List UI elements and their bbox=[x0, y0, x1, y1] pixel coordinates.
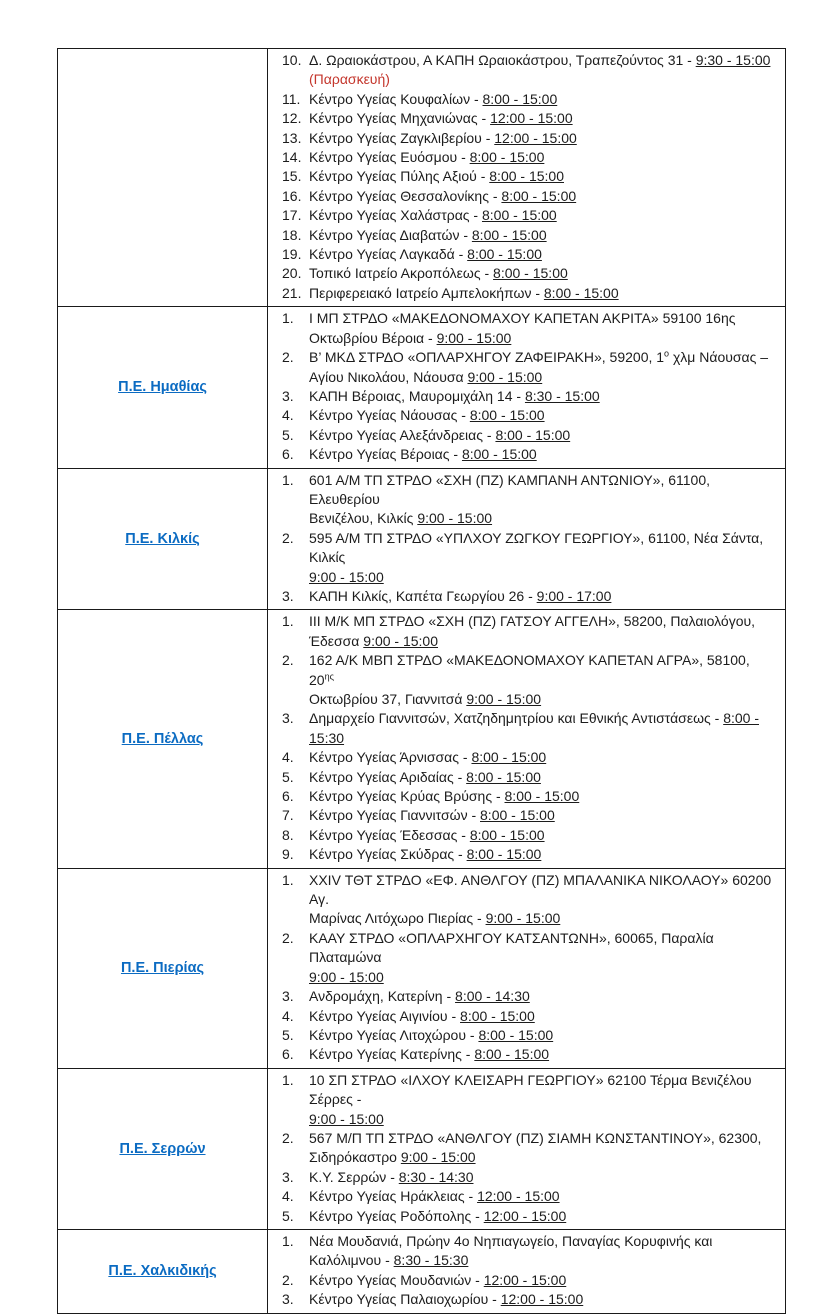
list-item bbox=[268, 929, 777, 987]
region-cell bbox=[58, 610, 268, 867]
list-item bbox=[268, 612, 777, 651]
region-cell bbox=[58, 1230, 268, 1313]
list-item-number: 6. bbox=[282, 446, 294, 463]
list-item-number: 13. bbox=[282, 129, 302, 146]
list-item-text: Κέντρο Υγείας Αριδαίας - 8:00 - 15:00 bbox=[309, 768, 541, 785]
list-item-number: 3. bbox=[282, 710, 294, 727]
table-row bbox=[58, 868, 785, 1068]
list-item bbox=[268, 1290, 777, 1309]
list-item-text: 567 Μ/Π ΤΠ ΣΤΡΔΟ «ΑΝΘΛΓΟΥ (ΠΖ) ΣΙΑΜΗ ΚΩΝΣΤΑΝΤΙΝΟΥ», 62300, Σιδηρόκαστρο 9:00 - 15:00 bbox=[309, 1129, 762, 1166]
list-item bbox=[268, 1129, 777, 1168]
list-item-text: Κέντρο Υγείας Ηράκλειας - 12:00 - 15:00 bbox=[309, 1188, 560, 1205]
list-item-text: Κέντρο Υγείας Χαλάστρας - 8:00 - 15:00 bbox=[309, 207, 557, 224]
list-item bbox=[268, 348, 777, 387]
list-item bbox=[268, 529, 777, 587]
list-item bbox=[268, 245, 777, 264]
list-item bbox=[268, 1026, 777, 1045]
list-item-number: 3. bbox=[282, 988, 294, 1005]
region-label[interactable]: Π.Ε. Πιερίας bbox=[120, 960, 205, 977]
region-label[interactable]: Π.Ε. Πέλλας bbox=[121, 731, 204, 748]
list-item bbox=[268, 587, 777, 606]
list-item-number: 4. bbox=[282, 1007, 294, 1024]
list-item bbox=[268, 826, 777, 845]
list-item-number: 15. bbox=[282, 168, 302, 185]
region-cell bbox=[58, 869, 268, 1068]
locations-list bbox=[268, 469, 785, 610]
list-item-text: XXIV ΤΘΤ ΣΤΡΔΟ «ΕΦ. ΑΝΘΛΓΟΥ (ΠΖ) ΜΠΑΛΑΝΙΚΑ ΝΙΚΟΛΑΟΥ» 60200 Αγ. Μαρίνας Λιτόχωρο Πιερίας - 9:00 - 15:00 bbox=[309, 871, 772, 927]
list-item-number: 11. bbox=[282, 90, 301, 107]
list-item bbox=[268, 167, 777, 186]
locations-list bbox=[268, 49, 785, 306]
list-item bbox=[268, 871, 777, 929]
list-item bbox=[268, 309, 777, 348]
list-item bbox=[268, 1045, 777, 1064]
list-item bbox=[268, 148, 777, 167]
list-item-text: Κέντρο Υγείας Ευόσμου - 8:00 - 15:00 bbox=[309, 149, 545, 166]
list-item-text: Κέντρο Υγείας Μουδανιών - 12:00 - 15:00 bbox=[309, 1271, 567, 1288]
list-item-number: 1. bbox=[282, 1232, 294, 1249]
list-item-number: 1. bbox=[282, 613, 294, 630]
list-item-text: ΚΑΠΗ Βέροιας, Μαυρομιχάλη 14 - 8:30 - 15:00 bbox=[309, 387, 600, 404]
region-cell bbox=[58, 49, 268, 306]
list-item-number: 3. bbox=[282, 1291, 294, 1308]
list-item bbox=[268, 387, 777, 406]
region-cell bbox=[58, 307, 268, 467]
list-item-number: 6. bbox=[282, 1046, 294, 1063]
region-label[interactable]: Π.Ε. Κιλκίς bbox=[125, 530, 200, 547]
list-item bbox=[268, 1271, 777, 1290]
list-item-text: ΚΑΑΥ ΣΤΡΔΟ «ΟΠΛΑΡΧΗΓΟΥ ΚΑΤΣΑΝΤΩΝΗ», 60065, Παραλία Πλαταμώνα 9:00 - 15:00 bbox=[309, 929, 714, 985]
list-item-text: Κέντρο Υγείας Μηχανιώνας - 12:00 - 15:00 bbox=[309, 110, 573, 127]
list-item-text: Ανδρομάχη, Κατερίνη - 8:00 - 14:30 bbox=[309, 988, 530, 1005]
list-item-number: 2. bbox=[282, 529, 294, 546]
list-item-text: ΚΑΠΗ Κιλκίς, Καπέτα Γεωργίου 26 - 9:00 - 17:00 bbox=[309, 587, 612, 604]
list-item-text: Δημαρχείο Γιαννιτσών, Χατζηδημητρίου και Εθνικής Αντιστάσεως - 8:00 - 15:30 bbox=[309, 710, 759, 746]
list-item bbox=[268, 1187, 777, 1206]
list-item-number: 12. bbox=[282, 110, 302, 127]
schedule-table bbox=[57, 48, 786, 1314]
list-item-text: Κέντρο Υγείας Θεσσαλονίκης - 8:00 - 15:00 bbox=[309, 187, 577, 204]
list-item bbox=[268, 90, 777, 109]
list-item bbox=[268, 987, 777, 1006]
list-item bbox=[268, 709, 777, 748]
list-item bbox=[268, 845, 777, 864]
list-item-number: 8. bbox=[282, 826, 294, 843]
list-item-number: 7. bbox=[282, 807, 294, 824]
list-item bbox=[268, 109, 777, 128]
list-item-text: Κέντρο Υγείας Βέροιας - 8:00 - 15:00 bbox=[309, 446, 537, 463]
table-row bbox=[58, 1068, 785, 1229]
list-item-text: Κέντρο Υγείας Παλαιοχωρίου - 12:00 - 15:00 bbox=[309, 1291, 584, 1308]
list-item bbox=[268, 284, 777, 303]
list-item bbox=[268, 264, 777, 283]
list-item bbox=[268, 406, 777, 425]
list-item bbox=[268, 651, 777, 709]
region-label[interactable]: Π.Ε. Σερρών bbox=[119, 1140, 206, 1157]
list-item-text: Κέντρο Υγείας Κουφαλίων - 8:00 - 15:00 bbox=[309, 90, 558, 107]
list-item bbox=[268, 1007, 777, 1026]
list-item bbox=[268, 206, 777, 225]
table-row bbox=[58, 306, 785, 467]
list-item-number: 16. bbox=[282, 187, 302, 204]
list-item-text: Κέντρο Υγείας Ροδόπολης - 12:00 - 15:00 bbox=[309, 1207, 567, 1224]
table-row bbox=[58, 609, 785, 867]
list-item-text: Τοπικό Ιατρείο Ακροπόλεως - 8:00 - 15:00 bbox=[309, 265, 568, 282]
list-item-number: 5. bbox=[282, 768, 294, 785]
list-item-text: Κέντρο Υγείας Κατερίνης - 8:00 - 15:00 bbox=[309, 1046, 550, 1063]
list-item-number: 19. bbox=[282, 246, 302, 263]
list-item bbox=[268, 426, 777, 445]
list-item-number: 4. bbox=[282, 407, 294, 424]
list-item-number: 3. bbox=[282, 587, 294, 604]
list-item-number: 4. bbox=[282, 1188, 294, 1205]
list-item-text: Κέντρο Υγείας Αιγινίου - 8:00 - 15:00 bbox=[309, 1007, 535, 1024]
list-item-text: Κέντρο Υγείας Ζαγκλιβερίου - 12:00 - 15:00 bbox=[309, 129, 577, 146]
list-item-number: 3. bbox=[282, 1168, 294, 1185]
locations-list bbox=[268, 1230, 785, 1313]
list-item bbox=[268, 226, 777, 245]
list-item-text: Κέντρο Υγείας Άρνισσας - 8:00 - 15:00 bbox=[309, 749, 547, 766]
list-item-text: Κ.Υ. Σερρών - 8:30 - 14:30 bbox=[309, 1168, 474, 1185]
table-row bbox=[58, 1229, 785, 1313]
list-item-text: ΙΙΙ Μ/Κ ΜΠ ΣΤΡΔΟ «ΣΧΗ (ΠΖ) ΓΑΤΣΟΥ ΑΓΓΕΛΗ», 58200, Παλαιολόγου, Έδεσσα 9:00 - 15:00 bbox=[309, 613, 756, 649]
list-item-text: Κέντρο Υγείας Λιτοχώρου - 8:00 - 15:00 bbox=[309, 1026, 554, 1043]
list-item-number: 2. bbox=[282, 652, 294, 669]
list-item-number: 1. bbox=[282, 1071, 294, 1088]
list-item-number: 5. bbox=[282, 426, 294, 443]
list-item-number: 20. bbox=[282, 265, 302, 282]
list-item-text: Κέντρο Υγείας Κρύας Βρύσης - 8:00 - 15:00 bbox=[309, 788, 580, 805]
list-item-text: Δ. Ωραιοκάστρου, Α ΚΑΠΗ Ωραιοκάστρου, Τραπεζούντος 31 - 9:30 - 15:00 (Παρασκευή) bbox=[309, 52, 771, 88]
list-item bbox=[268, 787, 777, 806]
list-item-number: 1. bbox=[282, 310, 294, 327]
list-item-text: Κέντρο Υγείας Γιαννιτσών - 8:00 - 15:00 bbox=[309, 807, 555, 824]
list-item-number: 14. bbox=[282, 149, 302, 166]
list-item-text: Κέντρο Υγείας Έδεσσας - 8:00 - 15:00 bbox=[309, 826, 545, 843]
list-item bbox=[268, 445, 777, 464]
locations-list bbox=[268, 307, 785, 467]
list-item-text: Περιφερειακό Ιατρείο Αμπελοκήπων - 8:00 - 15:00 bbox=[309, 284, 619, 301]
list-item-text: 601 Α/Μ ΤΠ ΣΤΡΔΟ «ΣΧΗ (ΠΖ) ΚΑΜΠΑΝΗ ΑΝΤΩΝΙΟΥ», 61100, Ελευθερίου Βενιζέλου, Κιλκίς 9:00 - 15:00 bbox=[309, 471, 711, 527]
list-item bbox=[268, 1207, 777, 1226]
locations-list bbox=[268, 869, 785, 1068]
region-cell bbox=[58, 469, 268, 610]
list-item bbox=[268, 471, 777, 529]
list-item-text: Κέντρο Υγείας Αλεξάνδρειας - 8:00 - 15:00 bbox=[309, 426, 571, 443]
list-item-number: 18. bbox=[282, 226, 302, 243]
locations-list bbox=[268, 1069, 785, 1229]
list-item-text: Νέα Μουδανιά, Πρώην 4ο Νηπιαγωγείο, Παναγίας Κορυφινής και Καλόλιμνου - 8:30 - 15:30 bbox=[309, 1232, 713, 1269]
list-item-number: 5. bbox=[282, 1207, 294, 1224]
list-item bbox=[268, 768, 777, 787]
list-item-text: Κέντρο Υγείας Νάουσας - 8:00 - 15:00 bbox=[309, 407, 545, 424]
region-label[interactable]: Π.Ε. Ημαθίας bbox=[118, 379, 207, 396]
list-item-number: 1. bbox=[282, 871, 294, 888]
list-item-number: 2. bbox=[282, 349, 294, 366]
list-item-number: 5. bbox=[282, 1026, 294, 1043]
list-item-number: 21. bbox=[282, 284, 302, 301]
list-item-number: 2. bbox=[282, 929, 294, 946]
list-item-text: 162 Α/Κ ΜΒΠ ΣΤΡΔΟ «ΜΑΚΕΔΟΝΟΜΑΧΟΥ ΚΑΠΕΤΑΝ ΑΓΡΑ», 58100, $20^{\eta\varsigma}$ Οκτωβρίου 37, Γιαννιτσά 9:00 - 15:00 bbox=[309, 652, 750, 707]
region-cell bbox=[58, 1069, 268, 1229]
list-item-number: 17. bbox=[282, 207, 302, 224]
list-item-number: 2. bbox=[282, 1129, 294, 1146]
list-item-text: Ι ΜΠ ΣΤΡΔΟ «ΜΑΚΕΔΟΝΟΜΑΧΟΥ ΚΑΠΕΤΑΝ ΑΚΡΙΤΑ» 59100 16ης Οκτωβρίου Βέροια - 9:00 - 15:00 bbox=[309, 310, 736, 346]
list-item bbox=[268, 129, 777, 148]
list-item-text: Β’ ΜΚΔ ΣΤΡΔΟ «ΟΠΛΑΡΧΗΓΟΥ ΖΑΦΕΙΡΑΚΗ», 59200, $1^o$ χλμ Νάουσας – Αγίου Νικολάου, Νάουσα 9:00 - 15:00 bbox=[309, 348, 769, 385]
locations-list bbox=[268, 610, 785, 867]
table-row bbox=[58, 49, 785, 306]
list-item-text: Κέντρο Υγείας Λαγκαδά - 8:00 - 15:00 bbox=[309, 246, 542, 263]
region-label[interactable]: Π.Ε. Χαλκιδικής bbox=[108, 1263, 217, 1280]
list-item-number: 2. bbox=[282, 1271, 294, 1288]
list-item-text: Κέντρο Υγείας Διαβατών - 8:00 - 15:00 bbox=[309, 226, 547, 243]
list-item-text: 595 Α/Μ ΤΠ ΣΤΡΔΟ «ΥΠΛΧΟΥ ΖΩΓΚΟΥ ΓΕΩΡΓΙΟΥ», 61100, Νέα Σάντα, Κιλκίς 9:00 - 15:00 bbox=[309, 529, 764, 585]
table-row bbox=[58, 468, 785, 610]
list-item bbox=[268, 1232, 777, 1271]
list-item bbox=[268, 51, 777, 90]
list-item bbox=[268, 1071, 777, 1129]
list-item bbox=[268, 806, 777, 825]
list-item-number: 9. bbox=[282, 846, 294, 863]
list-item-number: 1. bbox=[282, 471, 294, 488]
list-item bbox=[268, 748, 777, 767]
list-item bbox=[268, 187, 777, 206]
list-item-number: 6. bbox=[282, 788, 294, 805]
list-item-text: 10 ΣΠ ΣΤΡΔΟ «ΙΛΧΟΥ ΚΛΕΙΣΑΡΗ ΓΕΩΡΓΙΟΥ» 62100 Τέρμα Βενιζέλου Σέρρες - 9:00 - 15:00 bbox=[309, 1071, 752, 1127]
list-item-text: Κέντρο Υγείας Σκύδρας - 8:00 - 15:00 bbox=[309, 846, 542, 863]
list-item-number: 4. bbox=[282, 749, 294, 766]
list-item bbox=[268, 1168, 777, 1187]
list-item-number: 3. bbox=[282, 387, 294, 404]
list-item-text: Κέντρο Υγείας Πύλης Αξιού - 8:00 - 15:00 bbox=[309, 168, 564, 185]
list-item-number: 10. bbox=[282, 52, 302, 68]
